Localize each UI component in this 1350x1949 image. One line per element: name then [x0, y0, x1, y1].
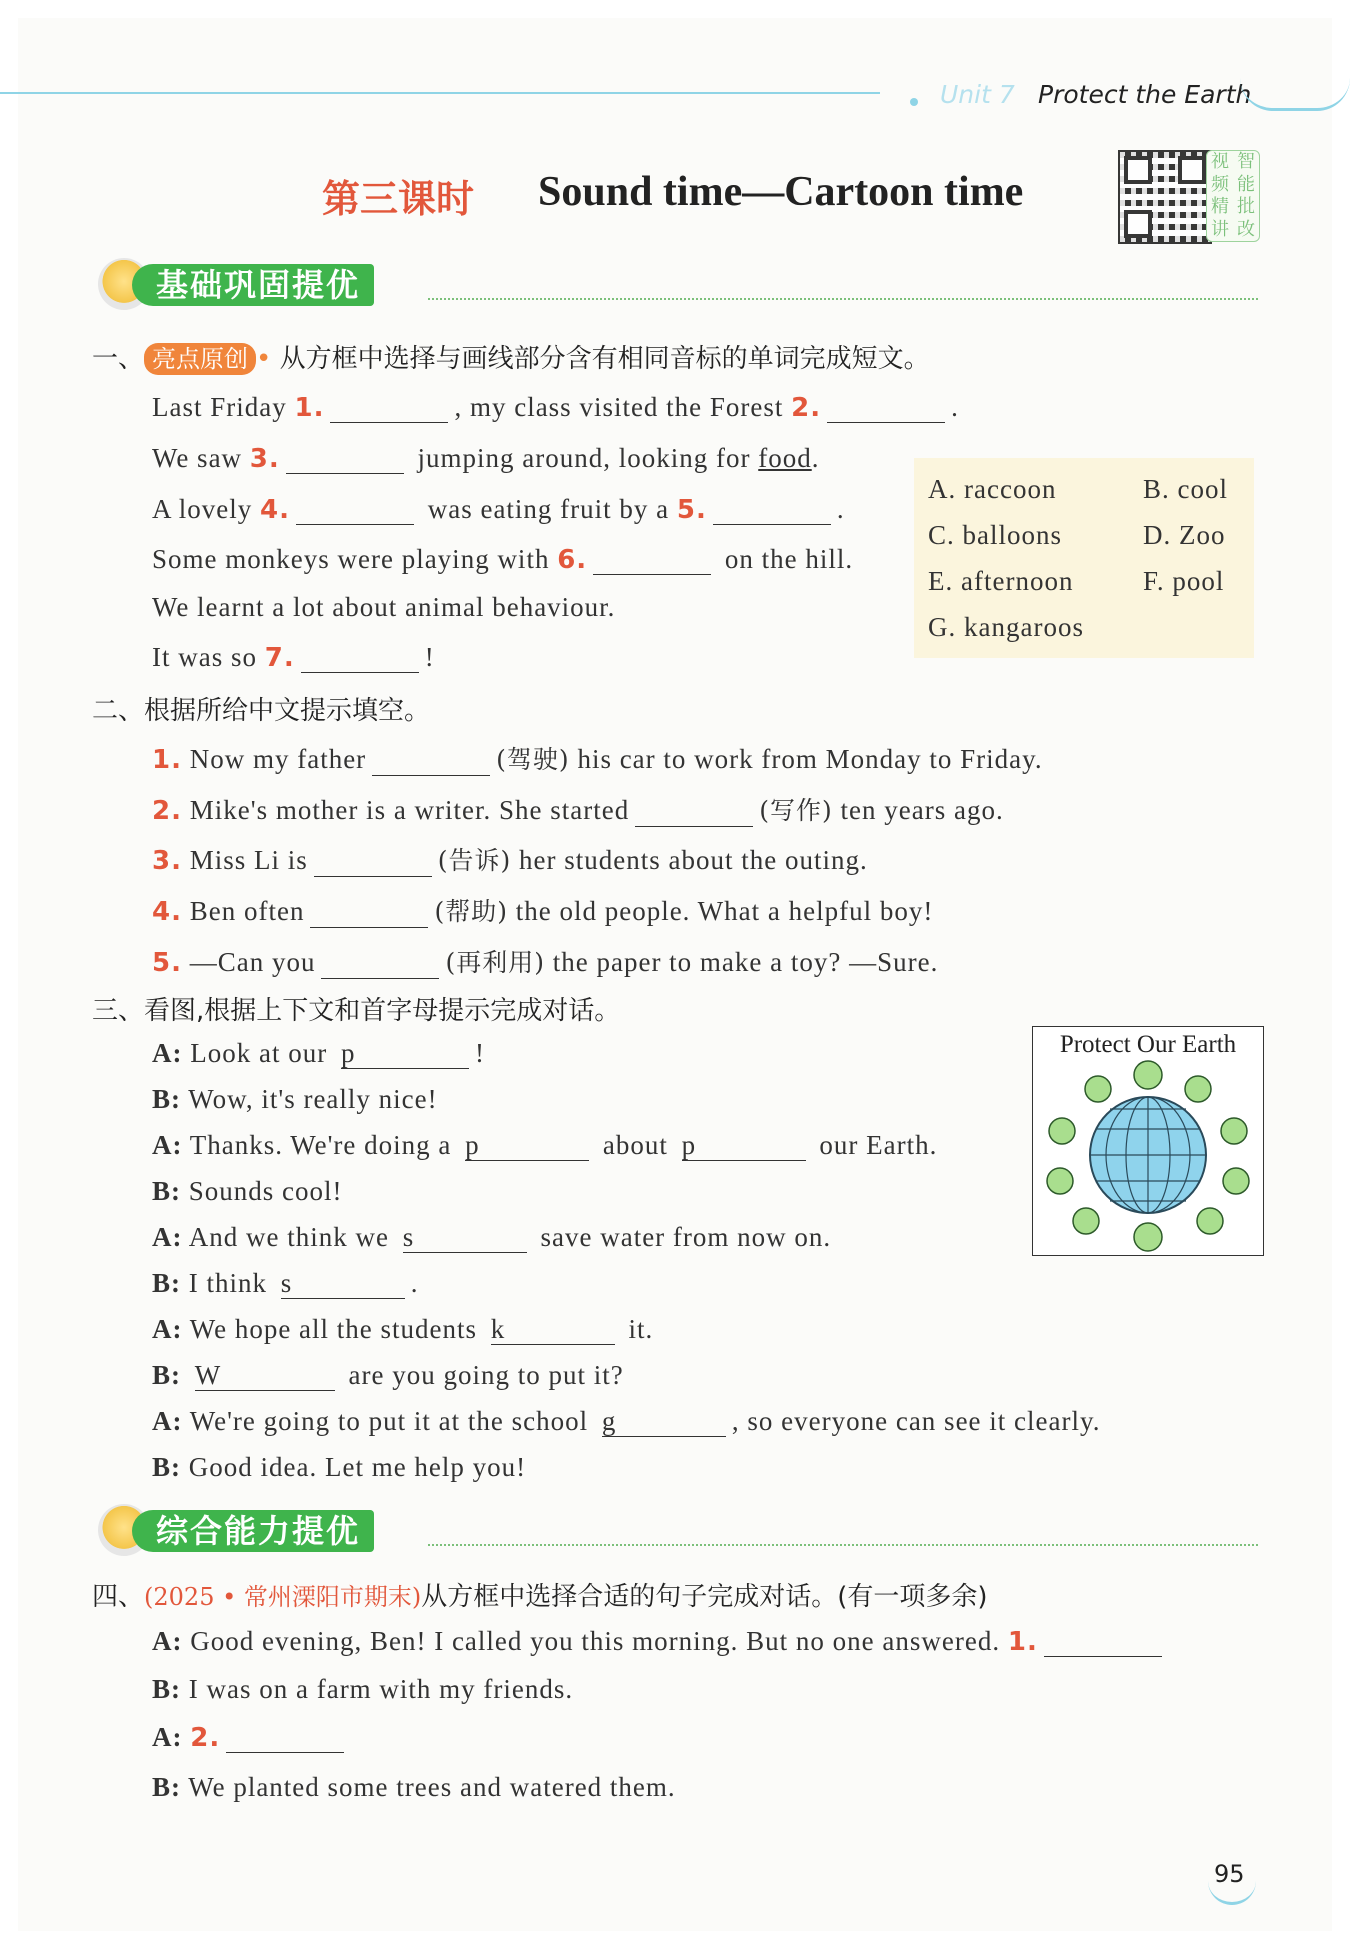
s2-item-1: 1. Now my father (驾驶) his car to work from Monday to Friday.	[152, 744, 1043, 775]
blank-6[interactable]	[593, 544, 711, 575]
dialog-line: B: We planted some trees and watered them.	[152, 1772, 676, 1802]
s2-item-2: 2. Mike's mother is a writer. She started (写作) ten years ago.	[152, 795, 1004, 826]
s1-line-1: Last Friday 1. , my class visited the Forest 2. .	[152, 392, 959, 423]
option-e: E. afternoon	[928, 566, 1074, 596]
blank[interactable]: s	[403, 1222, 527, 1253]
blank[interactable]	[314, 846, 432, 877]
blank[interactable]	[635, 796, 753, 827]
blank[interactable]	[310, 897, 428, 928]
s2-item-3: 3. Miss Li is (告诉) her students about the outing.	[152, 845, 868, 876]
banner-title: 综合能力提优	[132, 1510, 374, 1552]
header-swoosh	[1240, 78, 1350, 111]
blank[interactable]: s	[281, 1268, 405, 1299]
option-f: F. pool	[1143, 566, 1225, 596]
blank-1[interactable]	[330, 392, 448, 423]
banner-title: 基础巩固提优	[132, 264, 374, 306]
dialog-line: B: I was on a farm with my friends.	[152, 1674, 574, 1704]
s1-line-6: It was so 7. !	[152, 642, 435, 673]
dialog-line: B: Good idea. Let me help you!	[152, 1452, 527, 1482]
unit-label: Unit 7	[940, 80, 1015, 109]
s2-item-4: 4. Ben often (帮助) the old people. What a helpful boy!	[152, 896, 934, 927]
page-number: 95	[1214, 1860, 1245, 1888]
dialog-line: A: Good evening, Ben! I called you this morning. But no one answered. 1.	[152, 1626, 1168, 1657]
s1-line-5: We learnt a lot about animal behaviour.	[152, 592, 616, 622]
dialog-line: A: Look at our p !	[152, 1038, 485, 1068]
option-a: A. raccoon	[928, 474, 1057, 504]
option-d: D. Zoo	[1143, 520, 1226, 550]
section-banner-basic	[98, 262, 1258, 306]
blank-2[interactable]	[827, 392, 945, 423]
header-rule	[0, 92, 880, 94]
section-4-heading: 四、(2025 • 常州溧阳市期末)从方框中选择合适的句子完成对话。(有一项多余)	[92, 1582, 988, 1612]
blank[interactable]: p	[341, 1038, 469, 1069]
blank-5[interactable]	[713, 494, 831, 525]
blank-7[interactable]	[301, 642, 419, 673]
blank[interactable]: g	[602, 1406, 726, 1437]
blank-3[interactable]	[286, 443, 404, 474]
option-c: C. balloons	[928, 520, 1063, 550]
s2-item-5: 5. —Can you (再利用) the paper to make a toy? —Sure.	[152, 947, 939, 978]
s1-line-3: A lovely 4. was eating fruit by a 5. .	[152, 494, 845, 525]
blank[interactable]: k	[491, 1314, 615, 1345]
poster-title: Protect Our Earth	[1059, 1031, 1237, 1058]
original-tag: 亮点原创	[144, 343, 256, 375]
option-g: G. kangaroos	[928, 612, 1084, 642]
dialog-line: A: 2.	[152, 1722, 350, 1753]
blank[interactable]	[1044, 1626, 1162, 1657]
dialog-line: B: W are you going to put it?	[152, 1360, 624, 1390]
blank[interactable]: W	[195, 1360, 335, 1391]
dialog-line: A: We're going to put it at the school g , so everyone can see it clearly.	[152, 1406, 1101, 1436]
section-3-heading: 三、看图,根据上下文和首字母提示完成对话。	[92, 996, 621, 1026]
s1-line-2: We saw 3. jumping around, looking for food.	[152, 443, 820, 474]
unit-title: Protect the Earth	[1038, 80, 1252, 109]
section-2-heading: 二、根据所给中文提示填空。	[92, 696, 431, 726]
blank[interactable]: p	[682, 1130, 806, 1161]
option-b: B. cool	[1143, 474, 1229, 504]
section-1-heading: 一、 亮点原创 • 从方框中选择与画线部分含有相同音标的单词完成短文。	[92, 344, 930, 374]
blank-4[interactable]	[296, 494, 414, 525]
blank[interactable]	[321, 948, 439, 979]
dialog-line: A: Thanks. We're doing a p about p our Earth.	[152, 1130, 938, 1160]
poster-picture	[1032, 1026, 1264, 1256]
header-dot	[910, 98, 918, 106]
dialog-line: A: And we think we s save water from now on.	[152, 1222, 832, 1252]
dialog-line: A: We hope all the students k it.	[152, 1314, 654, 1344]
qr-code-icon[interactable]	[1118, 150, 1212, 244]
dialog-line: B: Wow, it's really nice!	[152, 1084, 438, 1114]
section-banner-advanced	[98, 1508, 1258, 1552]
blank[interactable]	[372, 745, 490, 776]
blank[interactable]	[226, 1722, 344, 1753]
lesson-title-cn: 第三课时	[322, 176, 475, 221]
dialog-line: B: I think s .	[152, 1268, 419, 1298]
globe-with-trees-icon	[1038, 1057, 1258, 1253]
lesson-title-en: Sound time—Cartoon time	[538, 169, 1024, 215]
qr-video-label: 视 智 频 能 精 批 讲 改	[1206, 150, 1260, 242]
blank[interactable]: p	[465, 1130, 589, 1161]
s1-line-4: Some monkeys were playing with 6. on the hill.	[152, 544, 854, 575]
dialog-line: B: Sounds cool!	[152, 1176, 343, 1206]
